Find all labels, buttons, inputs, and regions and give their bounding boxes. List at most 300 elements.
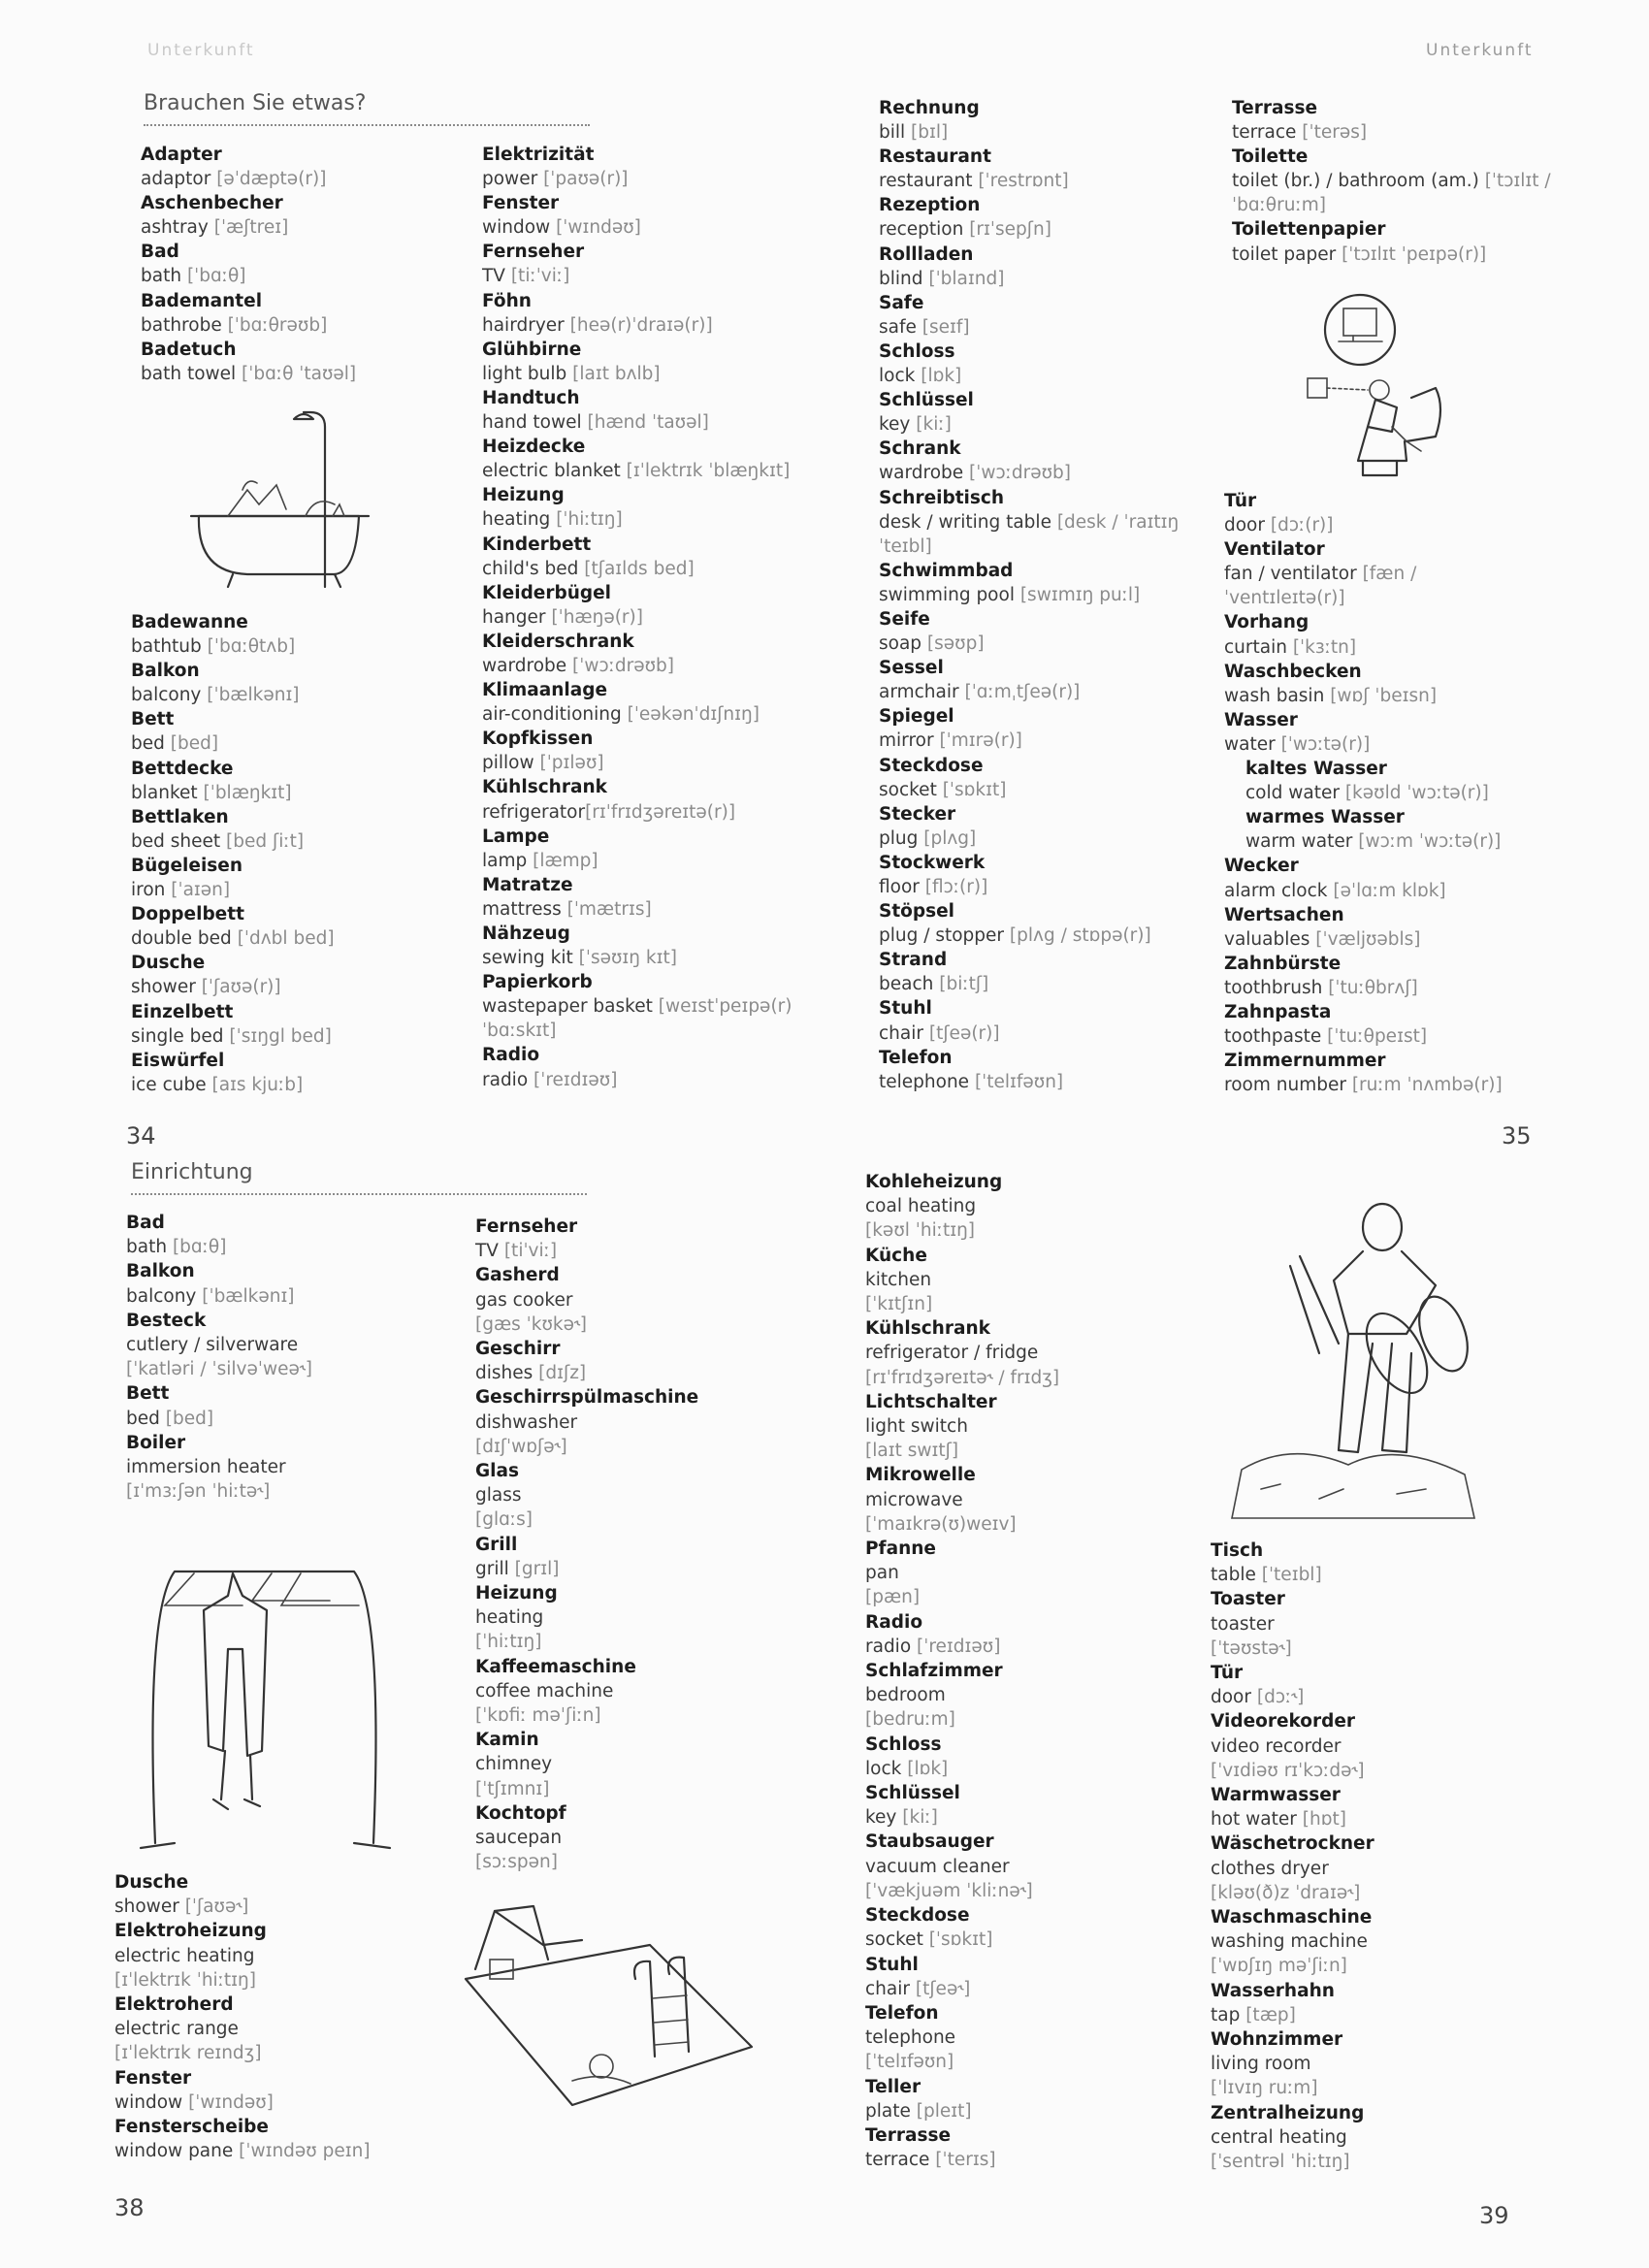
translation-text: heating	[482, 509, 557, 531]
english-translation	[865, 2148, 1059, 2172]
english-translation	[126, 1333, 312, 1357]
vocab-entry	[865, 1366, 1059, 1390]
german-term: Warmwasser	[1211, 1785, 1341, 1806]
english-translation	[475, 1752, 698, 1776]
german-term: Rollladen	[879, 243, 974, 265]
vocab-entry	[865, 1512, 1059, 1537]
vocab-entry	[1224, 489, 1503, 537]
translation-text: table	[1211, 1565, 1262, 1586]
vocab-entry	[475, 1801, 698, 1850]
english-translation	[475, 1435, 698, 1459]
phonetic-transcription: [tiˈviː]	[503, 1241, 558, 1262]
phonetic-transcription: [dɪʃz]	[538, 1363, 587, 1384]
vocab-entry	[879, 851, 1179, 899]
english-translation	[482, 410, 792, 435]
vocab-entry	[482, 435, 792, 483]
english-translation	[865, 1366, 1059, 1390]
vocab-entry	[141, 338, 356, 386]
vocab-entry	[865, 1244, 1059, 1292]
vocab-entry	[865, 1316, 1059, 1365]
phonetic-transcription: [əˈdæptə(r)]	[216, 169, 327, 190]
translation-text: chair	[879, 1022, 929, 1044]
english-translation	[1211, 1636, 1374, 1661]
english-translation	[475, 1850, 698, 1874]
phonetic-transcription: [ˈlɪvɪŋ ruːm]	[1211, 2078, 1318, 2099]
german-term: Föhn	[482, 290, 532, 311]
translation-text: electric heating	[114, 1945, 255, 1966]
vocab-entry	[865, 2123, 1059, 2172]
german-term: Klimaanlage	[482, 680, 608, 701]
vocab-entry	[482, 240, 792, 288]
phonetic-transcription: [pleɪt]	[916, 2100, 972, 2122]
vocab-entry	[865, 1830, 1059, 1878]
german-term: Tür	[1211, 1663, 1244, 1684]
translation-text: microwave	[865, 1489, 963, 1510]
phonetic-transcription: [ˈblaɪnd]	[928, 268, 1005, 289]
translation-text: fan / ventilator	[1224, 564, 1363, 585]
english-translation	[1211, 1807, 1374, 1831]
vocab-entry	[1211, 1831, 1374, 1880]
header-right: Unterkunft	[1426, 41, 1534, 60]
phonetic-transcription: [ˈwɪndəʊ]	[556, 217, 641, 239]
page-number-38: 38	[114, 2194, 145, 2221]
vocab-entry	[475, 1533, 698, 1581]
translation-text: beach	[879, 974, 940, 995]
english-translation	[114, 2041, 371, 2065]
english-translation	[126, 1479, 312, 1504]
phonetic-transcription: [ˈkɪtʃɪn]	[865, 1294, 933, 1315]
english-translation	[879, 120, 1179, 145]
phonetic-transcription: [seɪf]	[922, 316, 970, 338]
vocab-entry	[126, 1431, 312, 1479]
vocab-entry	[1224, 952, 1503, 1000]
german-term: Schloss	[865, 1733, 942, 1755]
german-term: Ventilator	[1224, 539, 1325, 561]
english-translation	[865, 1585, 1059, 1609]
phonetic-transcription: [ˈreɪdɪəʊ]	[917, 1636, 1001, 1657]
english-translation	[482, 849, 792, 873]
phonetic-transcription: [flɔː(r)]	[924, 877, 988, 897]
english-translation	[141, 313, 356, 338]
vocab-entry	[865, 1781, 1059, 1830]
phonetic-transcription: [ˈtɔɪlɪt ˈpeɪpə(r)]	[1342, 243, 1487, 265]
german-term: Badetuch	[141, 339, 237, 360]
translation-text: tap	[1211, 2004, 1246, 2025]
translation-text: TV	[475, 1241, 504, 1262]
english-translation	[131, 975, 335, 999]
translation-text: wardrobe	[482, 655, 573, 676]
translation-text: window	[482, 217, 557, 239]
vocab-entry	[482, 970, 792, 1019]
phonetic-transcription: [bɑːθ]	[172, 1237, 227, 1258]
phonetic-transcription: [laɪt swɪtʃ]	[865, 1441, 959, 1462]
english-translation	[879, 267, 1179, 291]
phonetic-transcription: [dɪʃˈwɒʃə˞]	[475, 1436, 567, 1457]
vocab-entry	[1224, 903, 1503, 952]
english-translation	[1211, 2052, 1374, 2076]
vocab-entry	[482, 825, 792, 873]
title-rule-bottom	[131, 1193, 587, 1195]
german-term: Doppelbett	[131, 904, 244, 925]
section-title-bottom: Einrichtung	[131, 1160, 253, 1184]
english-translation	[1211, 1954, 1374, 1978]
english-translation	[865, 1683, 1059, 1707]
phonetic-transcription: [bedruːm]	[865, 1709, 955, 1731]
german-term: Zahnpasta	[1224, 1001, 1332, 1022]
english-translation	[879, 680, 1179, 704]
english-translation	[879, 315, 1179, 340]
vocab-entry	[879, 559, 1179, 607]
german-term: Elektrizität	[482, 145, 595, 165]
english-translation	[482, 897, 792, 922]
translation-text: hot water	[1211, 1809, 1303, 1831]
translation-text: lock	[865, 1758, 908, 1779]
translation-text: shower	[131, 977, 202, 998]
phonetic-transcription: [ɪˈmɜːʃən ˈhiːtə˞]	[126, 1481, 271, 1503]
phonetic-transcription: [ˈpɪləʊ]	[539, 753, 604, 774]
phonetic-transcription: [laɪt bʌlb]	[572, 363, 661, 384]
german-term: Schrank	[879, 438, 961, 460]
phonetic-transcription: [tʃeə˞]	[915, 1978, 971, 1999]
translation-text: clothes dryer	[1211, 1858, 1329, 1879]
vocab-entry	[879, 1046, 1179, 1094]
vocab-entry	[879, 193, 1179, 242]
english-translation	[1232, 169, 1551, 193]
german-term: Stockwerk	[879, 852, 986, 873]
english-translation	[475, 1826, 698, 1850]
translation-text: bathrobe	[141, 314, 228, 336]
english-translation	[482, 362, 792, 386]
page-number-39: 39	[1479, 2202, 1509, 2229]
hanging-clothes-rack-illustration	[136, 1552, 398, 1863]
phonetic-transcription: [ˈwɪndəʊ peɪn]	[239, 2141, 371, 2162]
phonetic-transcription: [ˈtelɪfəʊn]	[974, 1071, 1064, 1092]
english-translation	[865, 1561, 1059, 1585]
vocab-entry	[1211, 2150, 1374, 2174]
english-translation	[865, 2025, 1059, 2050]
german-term: Fernseher	[482, 242, 585, 263]
vocab-entry	[114, 2066, 371, 2115]
phonetic-transcription: [ˈsɒkɪt]	[942, 779, 1007, 800]
german-term: Fernseher	[475, 1216, 578, 1237]
german-term: Dusche	[114, 1872, 189, 1893]
phonetic-transcription: [ɪˈlektrɪk ˈhiːtɪŋ]	[114, 1969, 256, 1991]
english-translation	[131, 781, 335, 805]
english-translation	[475, 1703, 698, 1728]
vocab-entry	[1211, 1636, 1374, 1661]
translation-text: vacuum cleaner	[865, 1856, 1010, 1877]
english-translation	[126, 1284, 312, 1309]
english-translation	[482, 313, 792, 338]
vocab-entry	[865, 1610, 1059, 1659]
bottom-col2	[475, 1215, 698, 1874]
phonetic-transcription: [ˈɑːmˌtʃeə(r)]	[964, 682, 1081, 703]
english-translation	[482, 557, 792, 581]
english-translation	[475, 1361, 698, 1385]
german-term: Stecker	[879, 803, 956, 825]
translation-text: bath	[141, 266, 187, 287]
german-term: Schreibtisch	[879, 487, 1005, 508]
english-translation	[865, 1194, 1059, 1218]
german-term: Staubsauger	[865, 1831, 994, 1853]
german-term: Wasserhahn	[1211, 1980, 1335, 2001]
vocab-entry	[475, 1507, 698, 1532]
translation-text: pillow	[482, 753, 540, 774]
phonetic-transcription: [ˈkɒfiː məˈʃiːn]	[475, 1705, 601, 1727]
english-translation	[1211, 2150, 1374, 2174]
translation-text: radio	[482, 1069, 534, 1090]
translation-text: toilet paper	[1232, 243, 1342, 265]
translation-text: desk / writing table	[879, 511, 1057, 533]
translation-text: coal heating	[865, 1196, 977, 1217]
translation-text: bathtub	[131, 636, 208, 658]
vocab-entry	[865, 1707, 1059, 1732]
english-translation	[1224, 635, 1503, 660]
german-term: Bad	[126, 1213, 165, 1233]
translation-text: door	[1211, 1687, 1257, 1708]
english-translation	[475, 1507, 698, 1532]
english-translation	[141, 264, 356, 288]
german-term: Wohnzimmer	[1211, 2029, 1343, 2051]
translation-text: window pane	[114, 2141, 240, 2162]
german-term: Eiswürfel	[131, 1050, 225, 1071]
bathtub-shower-illustration	[189, 407, 383, 592]
vocab-entry	[131, 659, 335, 707]
man-carrying-junk-illustration	[1203, 1198, 1494, 1533]
phonetic-transcription: [ˈmætrɪs]	[566, 898, 652, 920]
translation-text: key	[879, 414, 917, 436]
vocab-entry	[114, 1870, 371, 1919]
phonetic-transcription: [ˈbɑːθ]	[186, 266, 246, 287]
translation-text: heating	[475, 1607, 544, 1629]
translation-text: chair	[865, 1978, 916, 1999]
translation-text: radio	[865, 1636, 918, 1657]
translation-text: blind	[879, 268, 929, 289]
vocab-entry	[1211, 1954, 1374, 1978]
vocab-entry	[126, 1211, 312, 1259]
english-translation	[482, 994, 792, 1019]
phonetic-transcription: [ˈtuːθpeɪst]	[1327, 1026, 1428, 1048]
swimming-pool-ladder-illustration	[456, 1901, 766, 2124]
vocab-entry	[1224, 757, 1503, 805]
translation-text: plug / stopper	[879, 925, 1010, 947]
english-translation	[131, 1024, 335, 1049]
translation-text: bed sheet	[131, 830, 227, 852]
translation-text: plate	[865, 2100, 917, 2122]
english-translation	[879, 632, 1179, 656]
vocab-entry	[131, 1049, 335, 1097]
vocab-entry	[879, 704, 1179, 753]
english-translation	[865, 1855, 1059, 1879]
german-term: Boiler	[126, 1432, 186, 1453]
english-translation	[1224, 513, 1503, 537]
german-term: Schlüssel	[865, 1783, 960, 1804]
vocab-entry	[482, 922, 792, 970]
vocab-entry	[1232, 145, 1551, 193]
english-translation	[879, 583, 1179, 607]
german-term: Bettlaken	[131, 806, 229, 827]
translation-text: toaster	[1211, 1613, 1275, 1635]
phonetic-transcription: [sɔːspən]	[475, 1852, 558, 1873]
english-translation	[879, 875, 1179, 899]
phonetic-transcription: [ˈeəkənˈdɪʃnɪŋ]	[627, 704, 760, 726]
translation-text: balcony	[126, 1285, 203, 1307]
vocab-entry	[879, 145, 1179, 193]
german-term: Spiegel	[879, 706, 954, 728]
phonetic-transcription: [ˈpaʊə(r)]	[543, 169, 629, 190]
bottom-col1b	[114, 1870, 371, 2163]
vocab-entry	[475, 1581, 698, 1630]
phonetic-transcription: [ˈtɔɪlɪt /	[1484, 171, 1551, 192]
vocab-entry	[482, 533, 792, 581]
page-number-34: 34	[126, 1122, 156, 1150]
translation-text: iron	[131, 880, 172, 901]
vocab-entry	[879, 291, 1179, 340]
phonetic-transcription: [ˈbɑːθtʌb]	[207, 636, 296, 658]
phonetic-transcription: [ˈtʃɪmnɪ]	[475, 1778, 550, 1799]
phonetic-transcription: [ˈtelɪfəʊn]	[865, 2052, 954, 2073]
translation-text: grill	[475, 1558, 515, 1579]
english-translation	[1224, 1024, 1503, 1049]
english-translation	[114, 1895, 371, 1919]
phonetic-transcription: [biːtʃ]	[939, 974, 989, 995]
vocab-entry	[865, 1537, 1059, 1585]
vocab-entry	[879, 96, 1179, 145]
german-term: Bügeleisen	[131, 855, 243, 876]
german-term: Tür	[1224, 491, 1257, 511]
translation-text: dishwasher	[475, 1411, 578, 1433]
translation-text: bath	[126, 1237, 173, 1258]
german-term: Terrasse	[1232, 98, 1318, 118]
phonetic-transcription: [səʊp]	[926, 633, 985, 655]
vocab-entry	[475, 1703, 698, 1728]
vocab-entry	[114, 1919, 371, 1967]
english-translation	[879, 729, 1179, 753]
translation-text: single bed	[131, 1025, 230, 1047]
english-translation	[865, 2099, 1059, 2123]
english-translation	[879, 510, 1179, 535]
vocab-entry	[482, 386, 792, 435]
vocab-entry	[131, 805, 335, 854]
english-translation	[475, 1605, 698, 1630]
vocab-entry	[475, 1215, 698, 1263]
translation-text: ashtray	[141, 217, 214, 239]
phonetic-transcription: [ˈhiːtɪŋ]	[556, 509, 623, 531]
phonetic-transcription: [ˈsɒkɪt]	[928, 1929, 993, 1951]
phonetic-transcription: [ˈtuːθbrʌʃ]	[1328, 977, 1418, 998]
phonetic-transcription: [kiː]	[902, 1807, 938, 1829]
top-col1a	[141, 143, 356, 386]
translation-text: door	[1224, 515, 1271, 536]
phonetic-transcription: [ˈwɪndəʊ]	[188, 2091, 274, 2113]
german-term: Geschirrspülmaschine	[475, 1387, 699, 1409]
english-translation	[865, 1341, 1059, 1365]
vocab-entry	[1224, 854, 1503, 902]
german-term: Wertsachen	[1224, 904, 1344, 925]
translation-text: video recorder	[1211, 1735, 1342, 1757]
german-term: Strand	[879, 950, 948, 971]
english-translation	[114, 2139, 371, 2163]
translation-text: floor	[879, 877, 925, 897]
page-number-35: 35	[1502, 1122, 1532, 1150]
english-translation	[865, 1707, 1059, 1732]
english-translation	[1211, 1759, 1374, 1783]
vocab-entry	[1211, 1783, 1374, 1831]
vocab-entry	[1211, 1759, 1374, 1783]
english-translation	[141, 362, 356, 386]
translation-text: soap	[879, 633, 927, 655]
german-term: Elektroherd	[114, 1994, 234, 2016]
phonetic-transcription: [rɪˈfrɪdʒəreɪtə˞ / frɪdʒ]	[865, 1367, 1060, 1388]
vocab-entry	[475, 1312, 698, 1337]
translation-text: gas cooker	[475, 1289, 573, 1311]
vocab-entry	[475, 1850, 698, 1874]
translation-text: cutlery / silverware	[126, 1335, 299, 1356]
german-term: Nähzeug	[482, 923, 570, 944]
german-term: Badewanne	[131, 612, 248, 632]
english-translation	[482, 507, 792, 532]
english-translation	[131, 634, 335, 659]
phonetic-transcription: [ˈæʃtreɪ]	[213, 217, 289, 239]
translation-text: wardrobe	[879, 463, 970, 484]
german-term: Adapter	[141, 145, 222, 165]
english-translation	[475, 1483, 698, 1507]
german-term: Kühlschrank	[865, 1318, 990, 1340]
toilet-computer-illustration	[1300, 281, 1455, 480]
vocab-entry	[1211, 1539, 1374, 1587]
german-term: Fenster	[114, 2067, 192, 2089]
vocab-entry	[879, 437, 1179, 485]
english-translation	[475, 1312, 698, 1337]
english-translation	[475, 1410, 698, 1435]
phonetic-transcription: [ˈkɜːtn]	[1292, 636, 1357, 658]
vocab-entry	[1224, 1049, 1503, 1097]
english-translation	[865, 1292, 1059, 1316]
german-term: Geschirr	[475, 1339, 561, 1360]
phonetic-transcription: [tʃeə(r)]	[928, 1022, 1000, 1044]
vocab-entry	[1211, 1905, 1374, 1954]
translation-text: toothpaste	[1224, 1026, 1328, 1048]
phonetic-transcription: [lɒk]	[921, 366, 962, 387]
vocab-entry	[126, 1357, 312, 1381]
english-translation	[865, 1268, 1059, 1292]
translation-text: water	[1224, 733, 1281, 755]
vocab-entry	[131, 1000, 335, 1049]
vocab-entry	[1224, 610, 1503, 659]
english-translation	[865, 1218, 1059, 1243]
german-term: Zahnbürste	[1224, 953, 1342, 974]
english-translation	[482, 1019, 792, 1043]
german-term: Vorhang	[1224, 612, 1310, 633]
vocab-entry	[865, 1879, 1059, 1903]
vocab-entry	[131, 610, 335, 659]
phonetic-transcription: [dɔː(r)]	[1270, 515, 1334, 536]
vocab-entry	[865, 1463, 1059, 1511]
vocab-entry	[126, 1259, 312, 1308]
vocab-entry	[482, 775, 792, 824]
phonetic-transcription: [ˈwɒʃɪŋ məˈʃiːn]	[1211, 1956, 1347, 1977]
english-translation	[1245, 829, 1503, 854]
translation-text: window	[114, 2091, 189, 2113]
german-term: Glühbirne	[482, 339, 582, 360]
translation-text: lock	[879, 366, 922, 387]
english-translation	[1224, 684, 1503, 708]
german-term: Kamin	[475, 1730, 539, 1751]
top-col4b	[1224, 489, 1503, 1097]
translation-text: bed	[131, 733, 171, 755]
translation-text: lamp	[482, 850, 534, 871]
translation-text: light switch	[865, 1416, 968, 1438]
